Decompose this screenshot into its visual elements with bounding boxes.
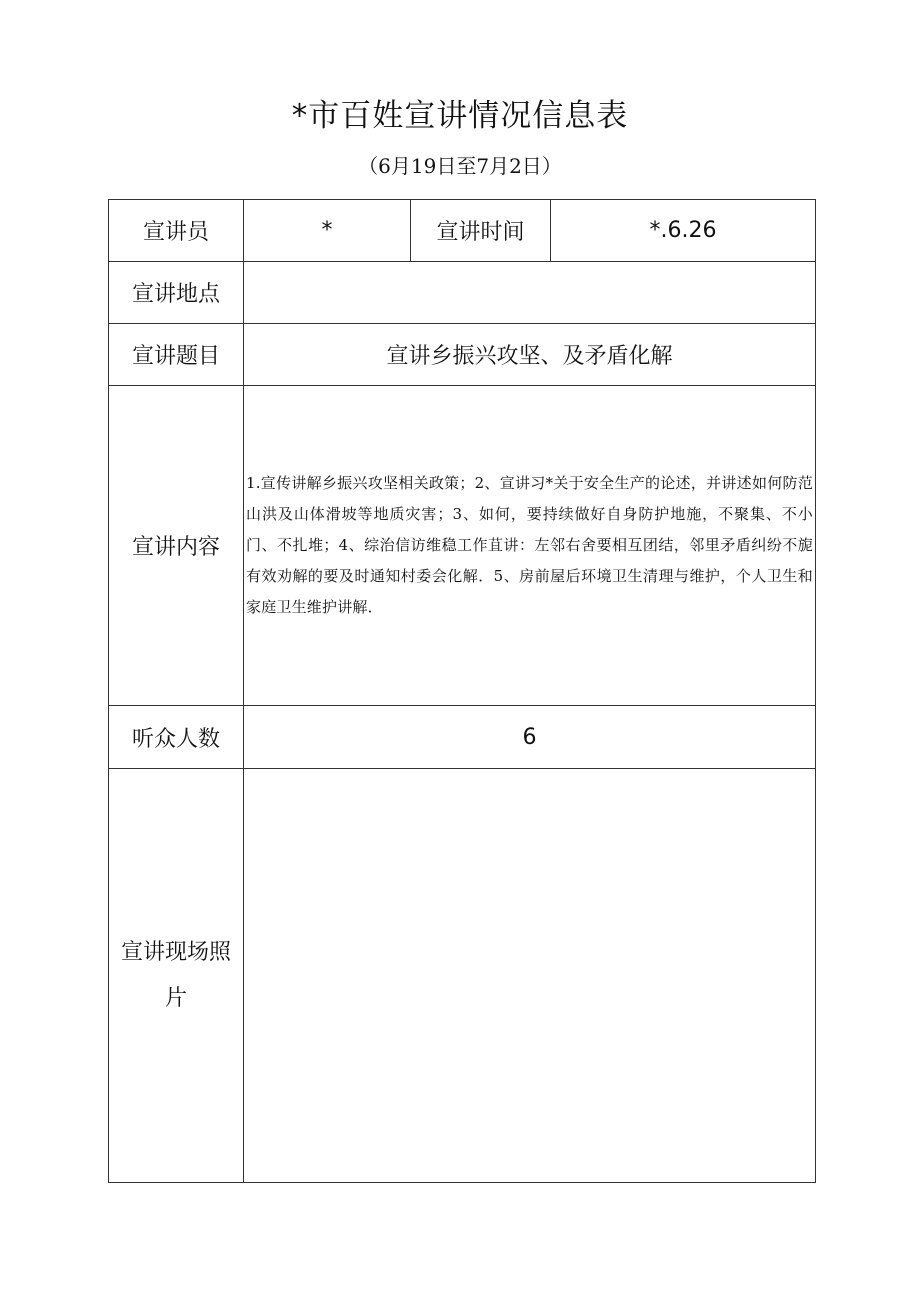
audience-value: 6 [244,706,816,769]
table-row [109,262,816,324]
page-subtitle: （6月19日至7月2日） [358,154,562,178]
location-label: 宣讲地点 [109,262,244,324]
audience-label: 听众人数 [109,706,244,769]
table-row [109,386,816,706]
table-row [109,324,816,386]
content-label: 宣讲内容 [109,386,244,706]
location-value [244,262,816,324]
info-table [108,199,816,1183]
table-row [109,769,816,1183]
topic-label: 宣讲题目 [109,324,244,386]
photo-label: 宣讲现场照片 [109,769,244,1183]
table-row [109,706,816,769]
topic-value: 宣讲乡振兴攻坚、及矛盾化解 [244,324,816,386]
time-value: *.6.26 [551,200,816,262]
table-row [109,200,816,262]
content-value: 1.宣传讲解乡振兴攻坚相关政策；2、宣讲习*关于安全生产的论述，并讲述如何防范山洪及山体滑坡等地质灾害；3、如何，要持续做好自身防护地施，不聚集、不小门、不扎堆；4、综治信访维稳工作苴讲：左邻右舍要相互团结，邻里矛盾纠纷不旎有效劝解的要及时通知村委会化解．5、房前屋后环境卫生清理与维护，个人卫生和家庭卫生维护讲解． [244,386,816,706]
page-title: *市百姓宣讲情况信息表 [291,98,629,134]
photo-area [244,769,816,1183]
speaker-label: 宣讲员 [109,200,244,262]
speaker-value: * [244,200,411,262]
time-label: 宣讲时间 [411,200,551,262]
